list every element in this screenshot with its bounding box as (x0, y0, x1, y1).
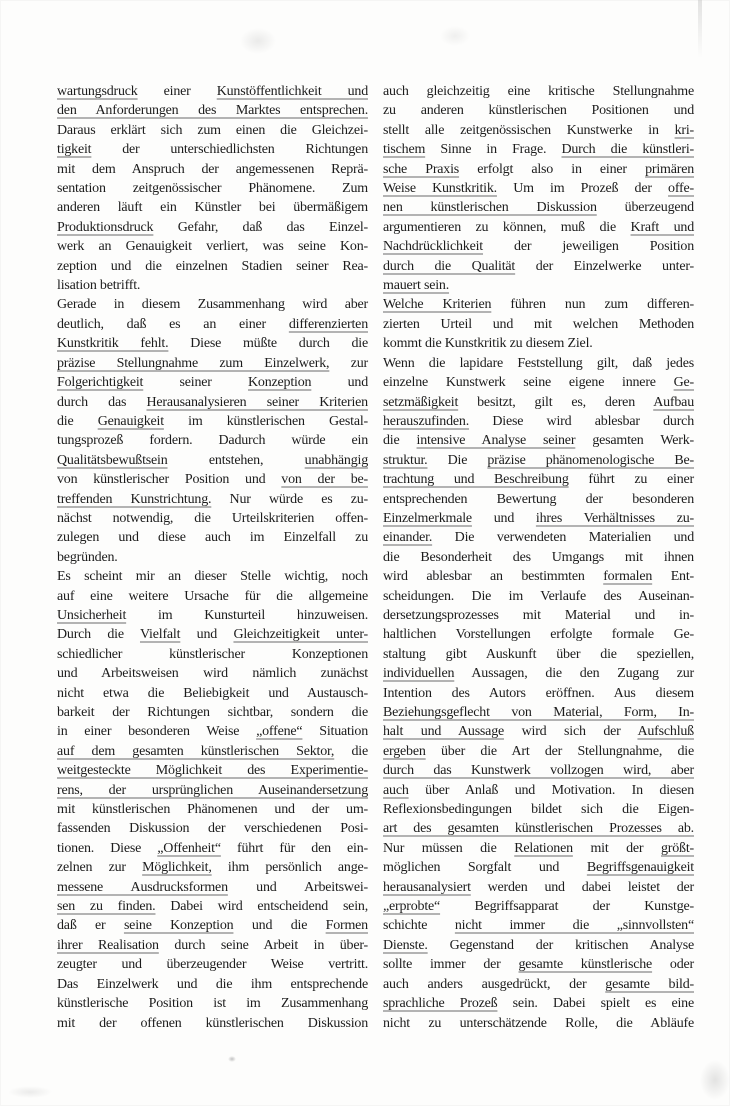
text-segment: daß er (57, 918, 124, 934)
text-segment: der jeweiligen Position (483, 239, 694, 255)
text-segment: zeption und die einzelnen Stadien seiner Rea- (57, 258, 368, 274)
text-line (383, 373, 694, 392)
text-line (383, 257, 694, 276)
text-segment: besitzt, gilt es, deren (458, 394, 654, 410)
text-segment: Diese wird ablesbar durch (469, 413, 694, 429)
text-line (57, 839, 368, 858)
text-line (57, 994, 368, 1013)
pencil-underline: ergeben (383, 743, 426, 759)
pencil-underline: Qualitätsbewußtsein (57, 452, 168, 468)
text-line (383, 354, 694, 373)
pencil-underline: unabhängig (304, 452, 368, 468)
text-segment: deutlich, daß es an einer (57, 316, 289, 332)
pencil-underline: seine Konzeption (123, 918, 234, 934)
text-segment: über die Art der Stellungnahme, die (425, 743, 694, 759)
text-segment: auf eine weitere Ursache für die allgemeine (57, 588, 368, 604)
text-line (57, 703, 368, 722)
text-segment: oder (652, 957, 694, 973)
text-line (383, 878, 694, 897)
pencil-underline: differenzierten (288, 316, 368, 332)
text-line (383, 761, 694, 780)
text-line (383, 101, 694, 120)
text-segment: zelnen zur (57, 860, 143, 876)
pencil-underline: Begriffsgenauigkeit (586, 860, 694, 876)
text-line (383, 179, 694, 198)
text-line (383, 606, 694, 625)
text-segment: wird sich der (504, 724, 638, 740)
text-line (383, 412, 694, 431)
text-segment: in einer besonderen Weise (57, 724, 257, 740)
text-line (57, 645, 368, 664)
text-line (57, 82, 368, 101)
pencil-underline: tischem (383, 142, 426, 158)
text-segment: werden und dabei leistet der (470, 879, 694, 895)
text-segment: und (311, 375, 368, 391)
text-line (383, 684, 694, 703)
pencil-underline: wartungsdruck (57, 84, 138, 99)
text-segment: begründen. (57, 549, 118, 565)
text-line (57, 160, 368, 179)
text-segment: sollte immer der (383, 957, 519, 973)
scan-speck (440, 26, 470, 46)
pencil-underline: „erprobte“ (383, 899, 441, 915)
text-line (383, 276, 694, 295)
text-line (57, 431, 368, 450)
text-line (383, 975, 694, 994)
pencil-underline: individuellen (383, 666, 455, 682)
pencil-underline: Kunstöffentlichkeit und (216, 84, 368, 99)
text-segment: tungsprozeß fordern. Dadurch würde ein (57, 433, 368, 449)
text-line (57, 975, 368, 994)
pencil-underline: tigkeit (57, 142, 92, 158)
text-segment: lisation betrifft. (57, 278, 141, 294)
text-line (57, 897, 368, 916)
text-segment: überzeugend (596, 200, 694, 216)
scan-speck (228, 1056, 236, 1062)
text-segment: führt zu einer (568, 472, 694, 488)
text-line (57, 315, 368, 334)
pencil-underline: sprachliche Prozeß (383, 996, 498, 1012)
text-segment: schiedlicher künstlerischer Konzeptionen (57, 646, 368, 662)
pencil-underline: primären (645, 161, 695, 177)
text-line (383, 160, 694, 179)
text-line (57, 664, 368, 683)
text-segment: Reflexionsbedingungen bildet sich die Eigen- (383, 802, 694, 818)
pencil-underline: Unsicherheit (57, 607, 127, 623)
pencil-underline: sen zu finden. (57, 899, 156, 915)
text-line (57, 470, 368, 489)
text-segment: führen nun zum differen- (491, 297, 694, 313)
pencil-underline: Formen (325, 918, 368, 934)
pencil-underline: „offene“ (256, 724, 303, 740)
text-segment: nicht zu unterschätzende Rolle, die Abläufe (383, 1015, 694, 1031)
text-line (57, 121, 368, 140)
pencil-underline: gesamte künstlerische (518, 957, 653, 973)
text-line (383, 781, 694, 800)
text-line (57, 101, 368, 120)
text-segment: Um im Prozeß der (496, 181, 669, 197)
pencil-underline: Kunstkritik fehlt. (57, 336, 169, 352)
text-segment: entsprechenden Bewertung der besonderen (383, 491, 694, 507)
pencil-underline: nen künstlerischen Diskussion (383, 200, 597, 216)
pencil-underline: rens, der ursprünglichen Auseinandersetzung (57, 782, 368, 798)
pencil-underline: Folgerichtigkeit (57, 375, 144, 391)
text-segment: und Arbeitswei- (227, 879, 368, 895)
pencil-underline: präzise Stellungnahme zum Einzelwerk, (57, 355, 330, 371)
text-line (57, 567, 368, 586)
pencil-underline: herauszufinden. (383, 413, 470, 429)
pencil-underline: trachtung und Beschreibung (383, 472, 569, 488)
text-line (57, 916, 368, 935)
text-line (383, 315, 694, 334)
text-segment: entstehen, (167, 452, 305, 468)
pencil-underline: Produktionsdruck (57, 219, 154, 235)
text-line (57, 140, 368, 159)
text-line (57, 490, 368, 509)
text-segment: nächst notwendig, die Urteilskriterien offen- (57, 510, 368, 526)
pencil-underline: Genauigkeit (97, 413, 164, 429)
pencil-underline: Vielfalt (139, 627, 181, 643)
text-segment: auch anders ausgedrückt, der (383, 976, 606, 992)
text-segment: möglichen Sorgfalt und (383, 860, 587, 876)
pencil-underline: durch die Qualität (383, 258, 516, 274)
text-line (383, 625, 694, 644)
text-line (383, 82, 694, 101)
pencil-underline: Relationen (514, 840, 573, 856)
text-line (383, 800, 694, 819)
pencil-underline: Aufschluß (637, 724, 694, 740)
text-line (57, 761, 368, 780)
pencil-underline: Durch die künstleri- (561, 142, 694, 158)
text-segment: im Kunsturteil hinzuweisen. (126, 607, 368, 623)
text-segment: Durch die (57, 627, 140, 643)
pencil-underline: größt- (660, 840, 694, 856)
pencil-underline: halt und Aussage (383, 724, 505, 740)
text-line (57, 722, 368, 741)
text-line (383, 295, 694, 314)
text-line (57, 295, 368, 314)
text-column-left (57, 82, 368, 1033)
pencil-underline: treffenden Kunstrichtung. (57, 491, 212, 507)
text-segment: Die verwendeten Materialien und (432, 530, 694, 546)
text-segment: Die (427, 452, 488, 468)
text-segment: zierten Urteil und mit welchen Methoden (383, 316, 694, 332)
text-line (383, 334, 694, 353)
pencil-underline: struktur. (383, 452, 428, 468)
text-line (57, 354, 368, 373)
text-line (383, 587, 694, 606)
text-segment: Das Einzelwerk und die ihm entsprechende (57, 976, 368, 992)
text-segment: mit der offenen künstlerischen Diskussion (57, 1015, 368, 1031)
text-line (383, 548, 694, 567)
text-segment: führt für den ein- (220, 840, 368, 856)
text-segment: die Besonderheit des Umgangs mit ihnen (383, 549, 694, 565)
text-line (57, 819, 368, 838)
pencil-underline: offe- (668, 181, 694, 197)
text-segment: Wenn die lapidare Feststellung gilt, daß jedes (383, 355, 694, 371)
text-segment: anderen läuft ein Künstler bei übermäßigem (57, 200, 368, 216)
text-line (383, 198, 694, 217)
text-segment: Dabei wird entscheidend sein, (155, 899, 368, 915)
text-segment: zur (329, 355, 369, 371)
text-segment: zulegen und diese auch im Einzelfall zu (57, 530, 368, 546)
text-segment: im künstlerischen Gestal- (163, 413, 368, 429)
pencil-underline: den Anforderungen des Marktes entsprechen. (57, 103, 368, 119)
text-segment: durch das (57, 394, 147, 410)
text-segment: Daraus erklärt sich zum einen die Gleichzei- (57, 122, 368, 138)
pencil-underline: ihrer Realisation (57, 937, 159, 953)
text-line (383, 936, 694, 955)
text-segment: erfolgt also in einer (459, 161, 646, 177)
text-line (383, 393, 694, 412)
pencil-underline: Gleichzeitigkeit unter- (233, 627, 368, 643)
text-line (57, 742, 368, 761)
scan-streak (698, 0, 702, 58)
pencil-underline: durch das Kunstwerk vollzogen wird, aber (383, 763, 694, 779)
scan-smudge (700, 1060, 730, 1100)
pencil-underline: präzise phänomenologische Be- (487, 452, 695, 468)
text-segment: und (471, 510, 536, 526)
pencil-underline: Herausanalysieren seiner Kriterien (146, 394, 368, 410)
text-line (57, 606, 368, 625)
pencil-underline: gesamte bild- (605, 976, 694, 992)
text-line (383, 528, 694, 547)
text-segment: gesamten Werk- (575, 433, 695, 449)
text-segment: der Einzelwerke unter- (515, 258, 694, 274)
text-line (383, 237, 694, 256)
text-segment: der unterschiedlichsten Richtungen (91, 142, 368, 158)
text-line (57, 451, 368, 470)
pencil-underline: nicht immer die „sinnvollsten“ (454, 918, 694, 934)
pencil-underline: sche Praxis (383, 161, 460, 177)
text-segment: zu anderen künstlerischen Positionen und (383, 103, 694, 119)
text-segment: fassenden Diskussion der verschiedenen Posi- (57, 821, 368, 837)
text-segment: Gefahr, daß das Einzel- (153, 219, 368, 235)
text-line (383, 722, 694, 741)
text-segment: die (383, 433, 417, 449)
text-segment: Ent- (652, 569, 695, 585)
pencil-underline: Beziehungsgeflecht von Material, Form, In- (383, 705, 694, 720)
text-line (383, 819, 694, 838)
pencil-underline: Aufbau (653, 394, 694, 410)
pencil-underline: Ge- (673, 375, 694, 391)
pencil-underline: Weise Kunstkritik. (383, 181, 497, 197)
pencil-underline: setzmäßigkeit (383, 394, 459, 410)
text-segment: Gerade in diesem Zusammenhang wird aber (57, 297, 368, 313)
text-columns (57, 82, 694, 1033)
text-segment: durch seine Arbeit in über- (158, 937, 369, 953)
text-line (383, 567, 694, 586)
text-segment: Diese müßte durch die (168, 336, 369, 352)
text-line (57, 412, 368, 431)
pencil-underline: Einzelmerkmale (383, 510, 472, 526)
text-segment: die (334, 743, 368, 759)
pencil-underline: weitgesteckte Möglichkeit des Experimentie- (57, 763, 368, 779)
text-line (57, 218, 368, 237)
text-line (57, 373, 368, 392)
pencil-underline: auf dem gesamten künstlerischen Sektor, (57, 743, 335, 759)
text-segment: die (57, 413, 98, 429)
pencil-underline: auch (383, 782, 409, 798)
text-line (57, 393, 368, 412)
text-segment: Situation (302, 724, 368, 740)
text-segment: Gegenstand der kritischen Analyse (427, 937, 694, 953)
text-line (383, 742, 694, 761)
text-line (57, 528, 368, 547)
text-line (383, 664, 694, 683)
text-segment: stellt alle zeitgenössischen Kunstwerke in (383, 122, 675, 138)
text-line (383, 955, 694, 974)
text-column-right (383, 82, 694, 1033)
text-line (57, 800, 368, 819)
text-line (57, 179, 368, 198)
pencil-underline: ihres Verhältnisses zu- (535, 510, 694, 526)
pencil-underline: von der be- (281, 472, 368, 488)
text-line (57, 334, 368, 353)
text-line (57, 625, 368, 644)
text-line (57, 587, 368, 606)
text-segment: Intention des Autors eröffnen. Aus diesem (383, 685, 694, 701)
text-line (383, 470, 694, 489)
text-line (383, 858, 694, 877)
text-segment: einzelne Kunstwerk seine eigene innere (383, 375, 674, 391)
pencil-underline: messene Ausdrucksformen (57, 879, 228, 895)
text-segment: mit der (572, 840, 661, 856)
pencil-underline: Nachdrücklichkeit (383, 239, 484, 255)
text-segment: einer (137, 84, 217, 99)
pencil-underline: herausanalysiert (383, 879, 471, 895)
pencil-underline: Welche Kriterien (383, 297, 492, 313)
text-line (57, 936, 368, 955)
text-segment: sentation zeitgenössischer Phänomene. Zum (57, 181, 368, 197)
text-line (57, 257, 368, 276)
text-line (383, 994, 694, 1013)
text-segment: haltlichen Vorstellungen erfolgte formale Ge- (383, 627, 694, 643)
text-line (57, 1014, 368, 1033)
text-segment: staltung gibt Auskunft über die speziellen, (383, 646, 694, 662)
text-line (383, 897, 694, 916)
text-segment: Es scheint mir an dieser Stelle wichtig, noch (57, 569, 368, 585)
text-line (57, 878, 368, 897)
text-segment: ihm persönlich ange- (211, 860, 368, 876)
text-line (383, 218, 694, 237)
text-segment: auch gleichzeitig eine kritische Stellungnahme (383, 84, 694, 99)
text-segment: tionen. Diese (57, 840, 158, 856)
text-segment: Nur müssen die (383, 840, 515, 856)
pencil-underline: einander. (383, 530, 433, 546)
text-segment: und (180, 627, 234, 643)
text-segment: Begriffsapparat der Kunstge- (440, 899, 694, 915)
text-line (57, 276, 368, 295)
text-segment: scheidungen. Die im Verlaufe des Auseinan- (383, 588, 694, 604)
text-line (383, 839, 694, 858)
text-segment: wird ablesbar an bestimmten (383, 569, 604, 585)
text-line (57, 955, 368, 974)
text-segment: schichte (383, 918, 455, 934)
text-line (383, 703, 694, 722)
pencil-underline: Kraft und (630, 219, 694, 235)
text-segment: kommt die Kunstkritik zu diesem Ziel. (383, 336, 593, 352)
text-line (57, 509, 368, 528)
pencil-underline: kri- (674, 122, 694, 138)
text-line (383, 121, 694, 140)
text-segment: werk an Genauigkeit verliert, was seine Kon- (57, 239, 368, 255)
text-segment: barkeit der Richtungen sichtbar, sondern die (57, 705, 368, 720)
text-line (383, 645, 694, 664)
scan-smudge (8, 1086, 52, 1098)
pencil-underline: mauert sein. (383, 278, 450, 294)
pencil-underline: Konzeption (248, 375, 312, 391)
text-segment: argumentieren zu können, muß die (383, 219, 631, 235)
text-line (383, 431, 694, 450)
text-line (57, 237, 368, 256)
text-segment: Aussagen, die den Zugang zur (454, 666, 694, 682)
text-line (383, 509, 694, 528)
text-segment: dersetzungsprozesses mit Material und in- (383, 607, 694, 623)
text-segment: von künstlerischer Position und (57, 472, 282, 488)
scan-speck (240, 28, 276, 54)
text-segment: zeugter und überzeugender Weise vertritt. (57, 957, 368, 973)
text-line (383, 140, 694, 159)
pencil-underline: „Offenheit“ (157, 840, 221, 856)
text-segment: sein. Dabei spielt es eine (497, 996, 694, 1012)
text-segment: nicht etwa die Beliebigkeit und Austausch- (57, 685, 368, 701)
text-line (383, 451, 694, 470)
pencil-underline: intensive Analyse seiner (416, 433, 576, 449)
text-line (57, 684, 368, 703)
text-segment: über Anlaß und Motivation. In diesen (408, 782, 694, 798)
text-line (57, 198, 368, 217)
text-segment: künstlerische Position ist im Zusammenhang (57, 996, 368, 1012)
text-segment: Sinne in Frage. (425, 142, 562, 158)
pencil-underline: Dienste. (383, 937, 428, 953)
pencil-underline: formalen (603, 569, 653, 585)
pencil-underline: art des gesamten künstlerischen Prozesses ab. (383, 821, 694, 837)
text-segment: und Arbeitsweisen wird nämlich zunächst (57, 666, 368, 682)
text-line (57, 548, 368, 567)
text-line (383, 916, 694, 935)
pencil-underline: Möglichkeit, (142, 860, 212, 876)
text-segment: und die (233, 918, 326, 934)
text-segment: mit künstlerischen Phänomenen und der um- (57, 802, 368, 818)
text-line (383, 490, 694, 509)
text-segment: Nur würde es zu- (211, 491, 368, 507)
text-segment: mit dem Anspruch der angemessenen Reprä- (57, 161, 368, 177)
text-line (383, 1014, 694, 1033)
text-line (57, 858, 368, 877)
text-segment: seiner (143, 375, 248, 391)
text-line (57, 781, 368, 800)
